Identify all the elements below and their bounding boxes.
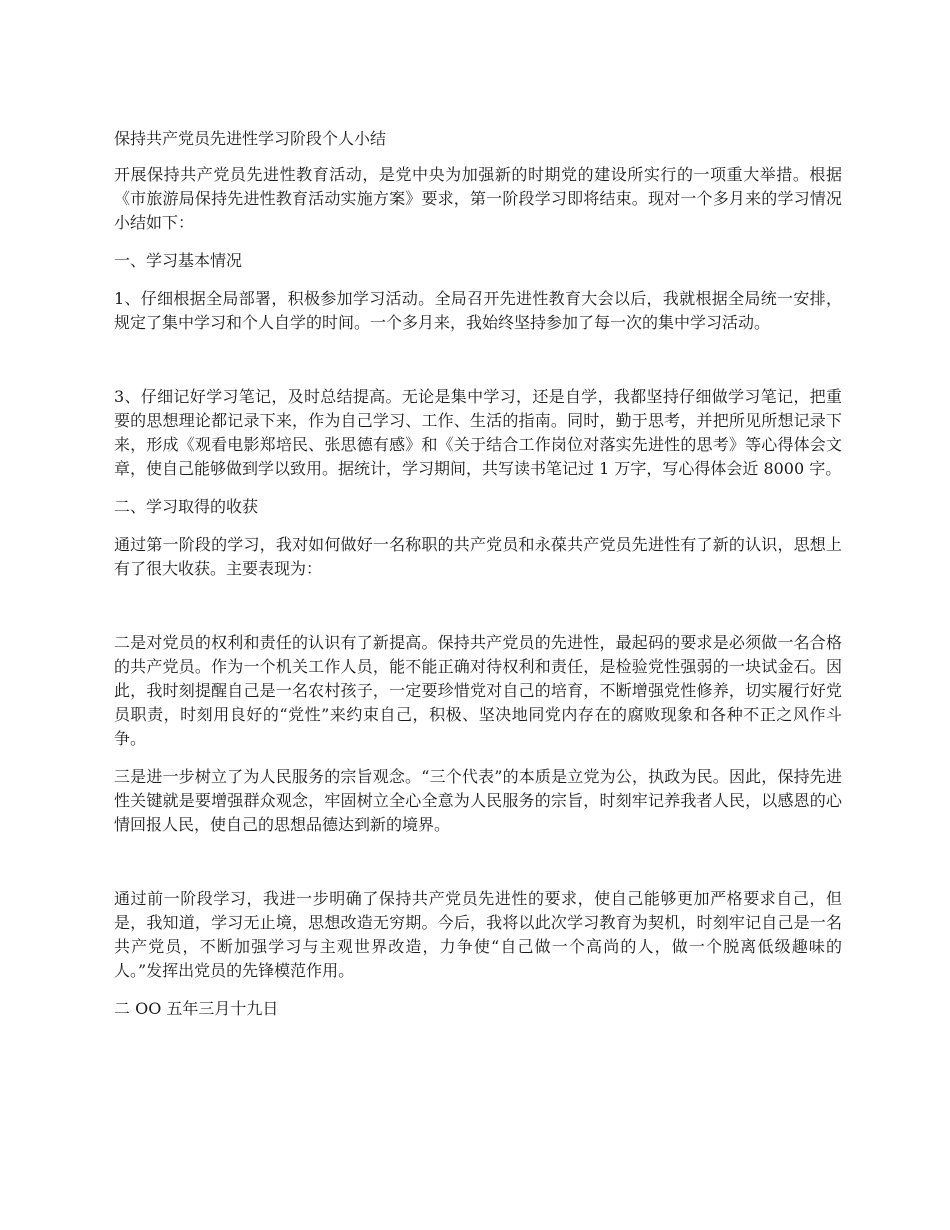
item-1-paragraph: 1、仔细根据全局部署，积极参加学习活动。全局召开先进性教育大会以后，我就根据全局统一安排，规定了集中学习和个人自学的时间。一个多月来，我始终坚持参加了每一次的集中学习活动。 (114, 289, 842, 332)
document-title: 保持共产党员先进性学习阶段个人小结 (114, 129, 387, 148)
blank-gap (114, 851, 842, 887)
date-line: 二 OO 五年三月十九日 (114, 999, 279, 1018)
intro-paragraph: 开展保持共产党员先进性教育活动，是党中央为加强新的时期党的建设所实行的一项重大举措。根据《市旅游局保持先进性教育活动实施方案》要求，第一阶段学习即将结束。现对一个多月来的学习情况小结如下： (114, 165, 842, 232)
section-heading-basic: 一、学习基本情况 (114, 251, 243, 270)
blank-gap (114, 595, 842, 631)
conclusion-paragraph: 通过前一阶段学习，我进一步明确了保持共产党员先进性的要求，使自己能够更加严格要求自己，但是，我知道，学习无止境，思想改造无穷期。今后，我将以此次学习教育为契机，时刻牢记自己是一名共产党员，不断加强学习与主观世界改造，力争使“自己做一个高尚的人，做一个脱离低级趣味的人。”发挥出党员的先锋模范作用。 (114, 889, 842, 980)
point-2-paragraph: 二是对党员的权利和责任的认识有了新提高。保持共产党员的先进性，最起码的要求是必须做一名合格的共产党员。作为一个机关工作人员，能不能正确对待权利和责任，是检验党性强弱的一块试金石。因此，我时刻提醒自己是一名农村孩子，一定要珍惜党对自己的培育，不断增强党性修养，切实履行好党员职责，时刻用良好的“党性”来约束自己，积极、坚决地同党内存在的腐败现象和各种不正之风作斗争。 (114, 633, 842, 748)
item-3-paragraph: 3、仔细记好学习笔记，及时总结提高。无论是集中学习，还是自学，我都坚持仔细做学习笔记，把重要的思想理论都记录下来，作为自己学习、工作、生活的指南。同时，勤于思考，并把所见所想记录下来，形成《观看电影郑培民、张思德有感》和《关于结合工作岗位对落实先进性的思考》等心得体会文章，使自己能够做到学以致用。据统计，学习期间，共写读书笔记过 1 万字，写心得体会近 8000 字。 (114, 387, 842, 478)
gains-intro-paragraph: 通过第一阶段的学习，我对如何做好一名称职的共产党员和永葆共产党员先进性有了新的认识，思想上有了很大收获。主要表现为： (114, 535, 842, 578)
document-body (114, 127, 842, 1035)
point-3-paragraph: 三是进一步树立了为人民服务的宗旨观念。“三个代表”的本质是立党为公，执政为民。因此，保持先进性关键就是要增强群众观念，牢固树立全心全意为人民服务的宗旨，时刻牢记养我者人民，以感恩的心情回报人民，使自己的思想品德达到新的境界。 (114, 767, 842, 834)
section-heading-gains: 二、学习取得的收获 (114, 497, 259, 516)
blank-gap (114, 349, 842, 385)
